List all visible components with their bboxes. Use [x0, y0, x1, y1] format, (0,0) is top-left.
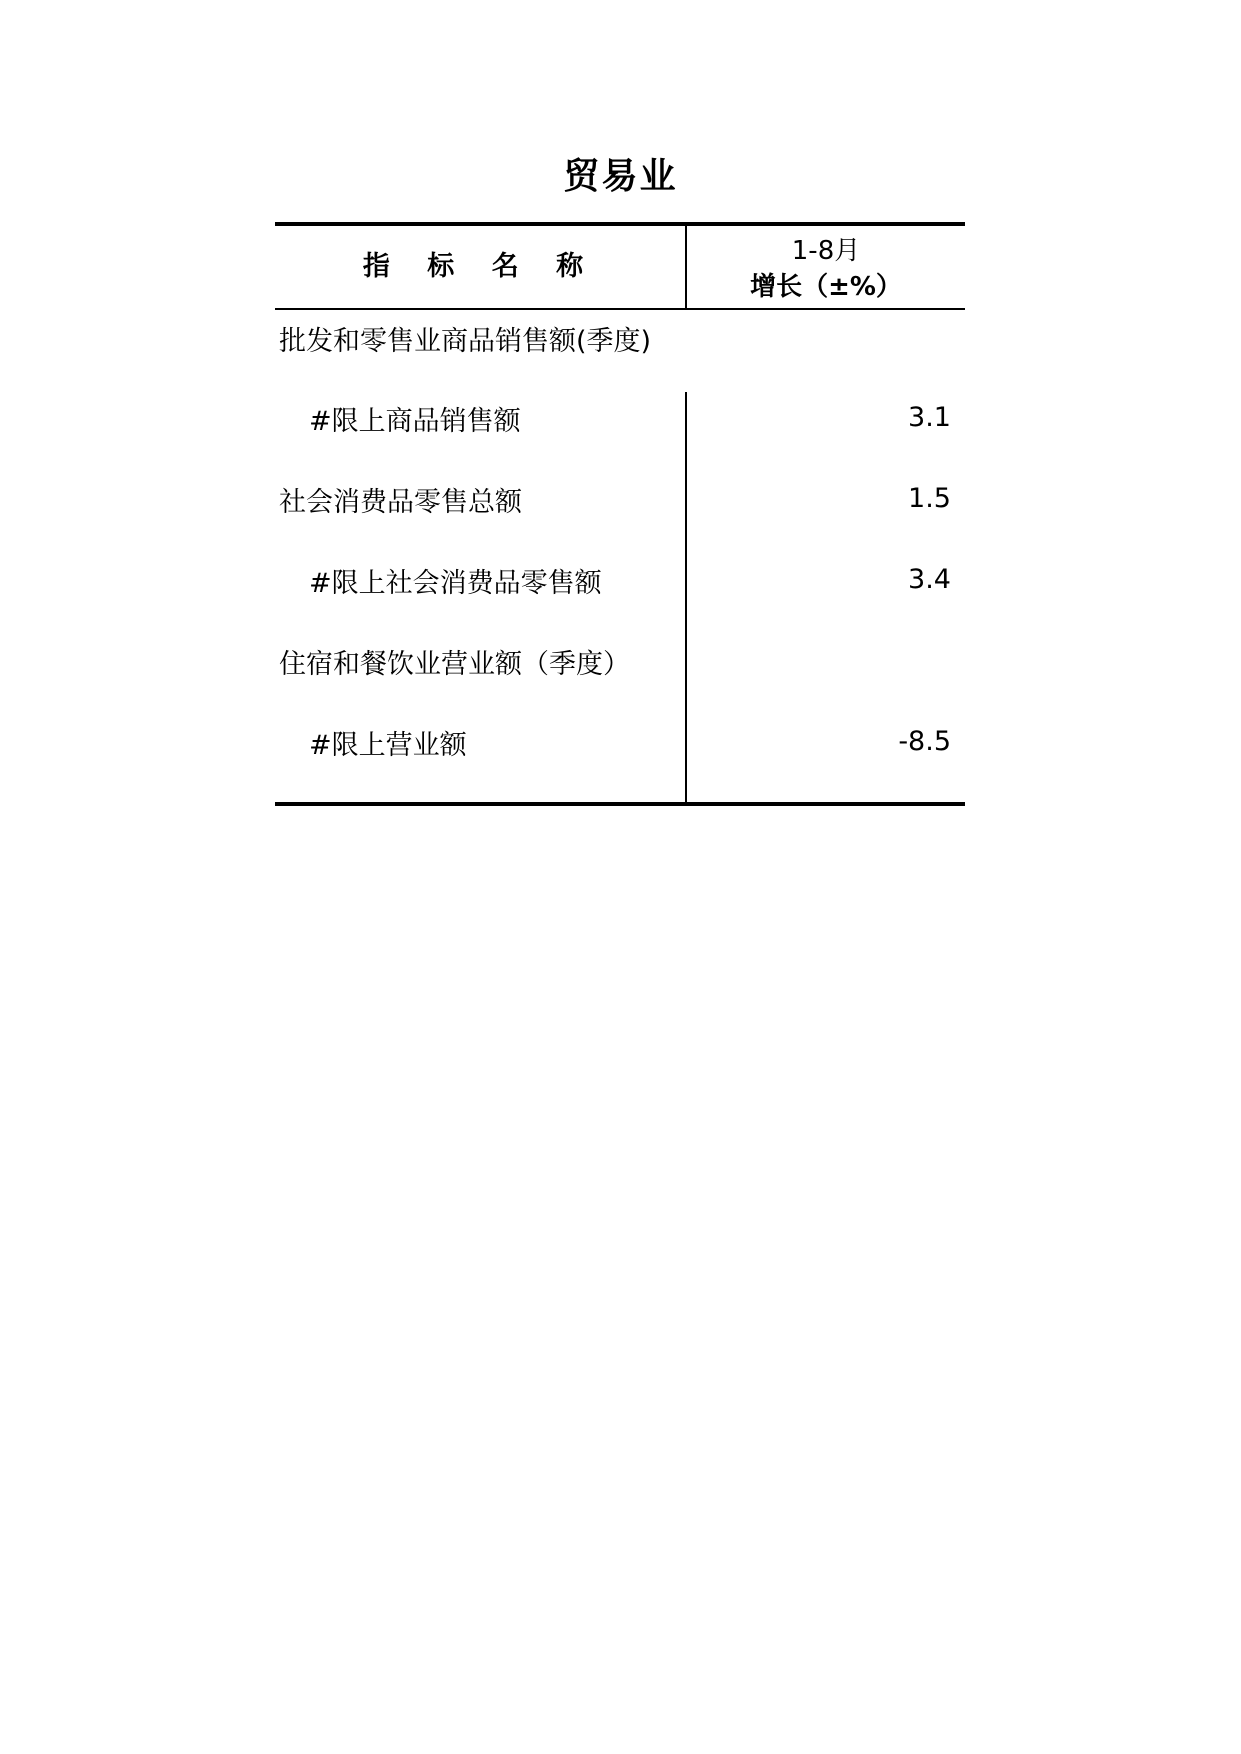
- table-row: [275, 473, 965, 533]
- table-row: [275, 312, 965, 372]
- table-row: [275, 392, 965, 452]
- stats-table: [275, 222, 965, 806]
- table-header-rule: [275, 308, 965, 310]
- header-growth: 增长（±%）: [750, 272, 902, 302]
- row-label: 批发和零售业商品销售额(季度): [279, 326, 652, 357]
- row-label: 住宿和餐饮业营业额（季度）: [279, 649, 630, 680]
- table-row: [275, 635, 965, 695]
- row-label: #限上营业额: [309, 730, 467, 761]
- header-value-cell: [687, 226, 965, 308]
- table-bottom-rule: [275, 802, 965, 806]
- header-indicator-name: 指 标 名 称: [362, 251, 598, 282]
- row-value: 1.5: [908, 483, 951, 514]
- header-period: 1-8月: [791, 236, 861, 266]
- table-row: [275, 716, 965, 776]
- row-value: 3.1: [908, 402, 951, 433]
- page-title: 贸易业: [563, 156, 678, 197]
- row-label: #限上商品销售额: [309, 406, 521, 437]
- row-label: #限上社会消费品零售额: [309, 568, 602, 599]
- row-value: 3.4: [908, 564, 951, 595]
- table-row: [275, 554, 965, 614]
- row-value: -8.5: [898, 726, 951, 757]
- row-label: 社会消费品零售总额: [279, 487, 522, 518]
